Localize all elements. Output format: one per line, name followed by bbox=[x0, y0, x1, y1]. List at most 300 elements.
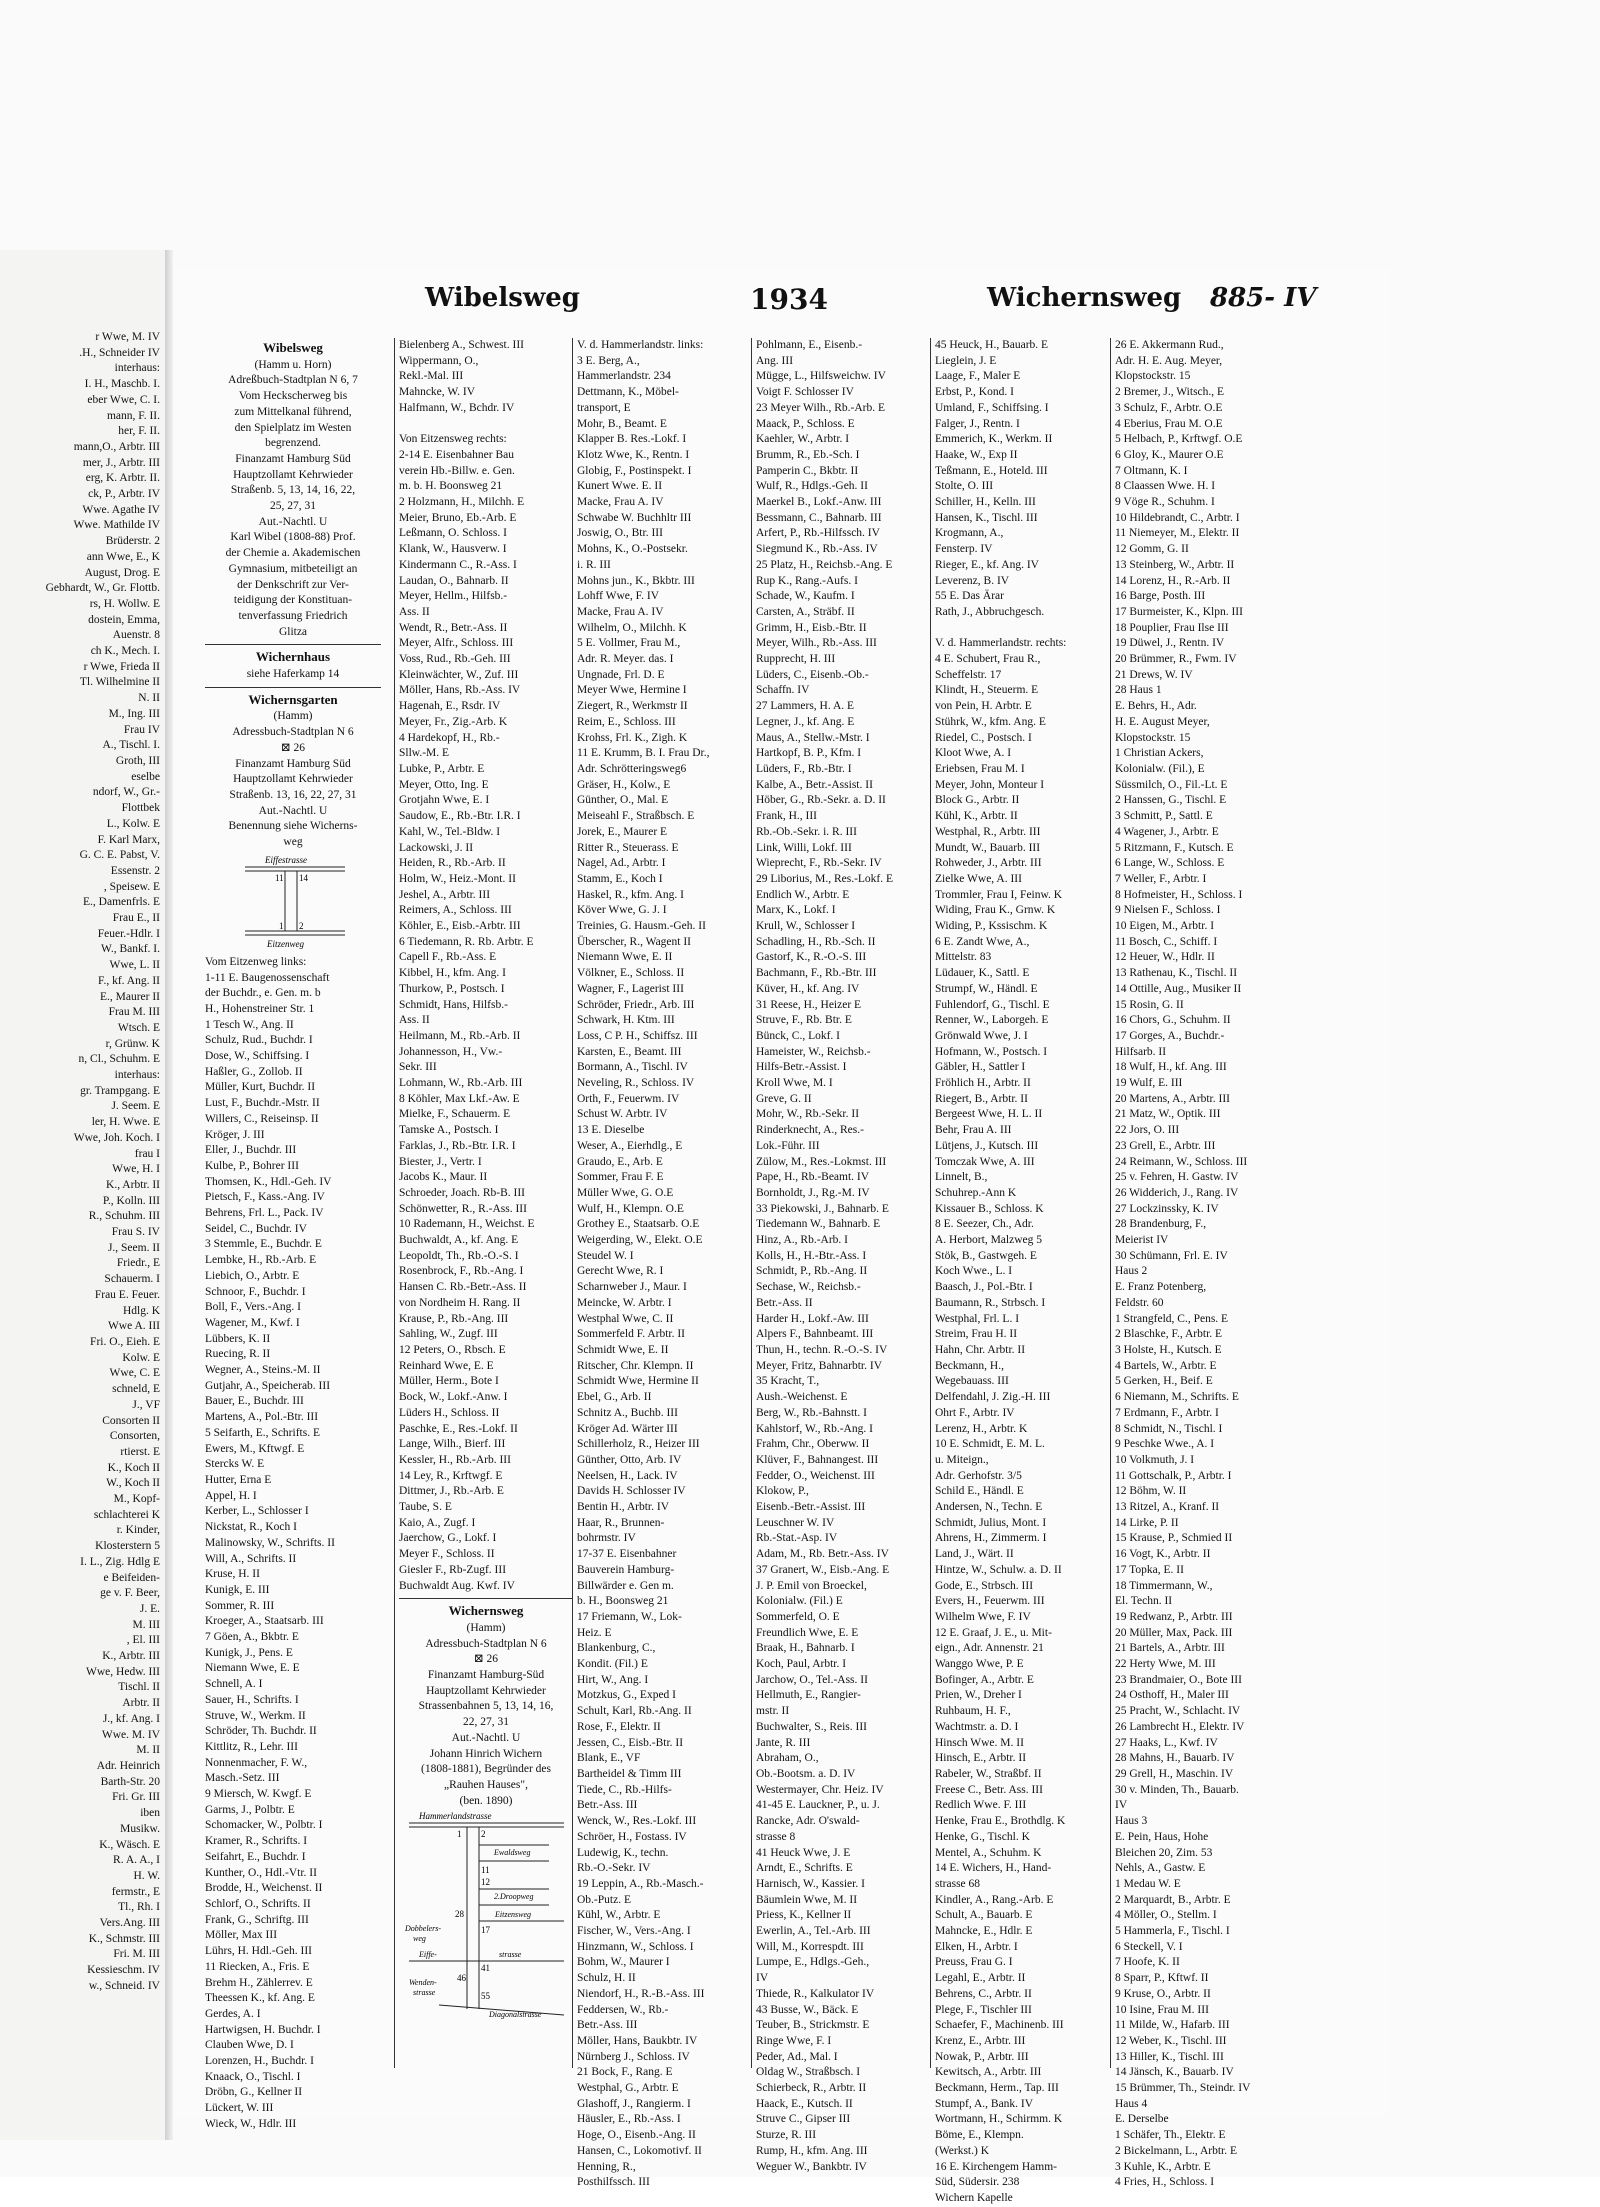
left-page-text bbox=[0, 330, 160, 2110]
directory-entry: Brehm H., Zählerrev. E bbox=[205, 1976, 313, 1989]
directory-entry: M., Ing. III bbox=[108, 707, 160, 720]
directory-entry: Consorten II bbox=[102, 1414, 160, 1427]
directory-entry: Betr.-Ass. II bbox=[756, 1296, 813, 1309]
directory-entry: Davids H. Schlosser IV bbox=[577, 1485, 686, 1498]
directory-entry: Lumpe, E., Hdlgs.-Geh., bbox=[756, 1956, 870, 1969]
directory-entry: Mohr, W., Rb.-Sekr. II bbox=[756, 1108, 860, 1121]
directory-entry: Rump, H., kfm. Ang. III bbox=[756, 2144, 868, 2157]
directory-entry: Behrens, Frl. L., Pack. IV bbox=[205, 1207, 324, 1220]
directory-entry: K., Arbtr. II bbox=[106, 1178, 160, 1191]
minimap-num-11: 11 bbox=[275, 872, 284, 883]
directory-entry: Baumann, R., Strbsch. I bbox=[935, 1296, 1046, 1309]
directory-entry: Land, J., Wärt. II bbox=[935, 1548, 1014, 1561]
directory-entry: 30 v. Minden, Th., Bauarb. bbox=[1115, 1783, 1239, 1796]
directory-entry: Tiede, C., Rb.-Hilfs- bbox=[577, 1783, 672, 1796]
directory-entry: Benennung siehe Wicherns- bbox=[228, 820, 358, 833]
directory-entry: Schroeder, Joach. Rb-B. III bbox=[399, 1186, 526, 1199]
directory-entry: Will, M., Korrespdt. III bbox=[756, 1940, 864, 1953]
directory-entry: Braak, H., Bahnarb. I bbox=[756, 1642, 855, 1655]
header-street-right: Wichernsweg bbox=[987, 283, 1182, 313]
directory-entry: 27 Lammers, H. A. E bbox=[756, 700, 855, 713]
directory-entry: Lüders, C., Eisenb.-Ob.- bbox=[756, 668, 869, 681]
directory-entry: E. Behrs, H., Adr. bbox=[1115, 700, 1197, 713]
directory-entry: Adr. Schrötteringsweg6 bbox=[577, 762, 687, 775]
directory-entry: interhaus: bbox=[114, 1069, 160, 1082]
directory-entry: Lohmann, W., Rb.-Arb. III bbox=[399, 1077, 523, 1090]
directory-entry: Pohlmann, E., Eisenb.- bbox=[756, 339, 863, 351]
page-header bbox=[195, 283, 1365, 323]
directory-entry: Klindt, H., Steuerm. E bbox=[935, 684, 1039, 697]
directory-entry: Klopstockstr. 15 bbox=[1115, 370, 1191, 383]
directory-entry: Bielenberg A., Schwest. III bbox=[399, 339, 524, 351]
directory-entry: 10 E. Schmidt, E. M. L. bbox=[935, 1438, 1045, 1451]
directory-entry: r Wwe, M. IV bbox=[95, 331, 160, 343]
directory-entry: Bock, W., Lokf.-Anw. I bbox=[399, 1391, 508, 1404]
directory-entry: schlachterei K bbox=[93, 1508, 160, 1521]
directory-entry: 4 Wagener, J., Arbtr. E bbox=[1115, 825, 1219, 838]
directory-entry: Rb.-O.-Sekr. IV bbox=[577, 1862, 651, 1875]
directory-entry: Dose, W., Schiffsing. I bbox=[205, 1050, 310, 1063]
directory-entry: 2 Hanssen, G., Tischl. E bbox=[1115, 794, 1227, 807]
directory-entry: Beckmann, H., bbox=[935, 1359, 1004, 1372]
directory-entry: Nürnberg J., Schloss. IV bbox=[577, 2050, 690, 2063]
directory-entry: Mahncke, E., Hdlr. E bbox=[935, 1925, 1033, 1938]
directory-entry: Bofinger, A., Arbtr. E bbox=[935, 1673, 1034, 1686]
directory-entry: Streim, Frau H. II bbox=[935, 1328, 1018, 1341]
directory-entry: Wwe, C. E bbox=[109, 1367, 160, 1380]
directory-entry: Ebel, G., Arb. II bbox=[577, 1391, 652, 1404]
directory-entry: Theessen K., kf. Ang. E bbox=[205, 1992, 315, 2005]
directory-entry: teidigung der Konstituan- bbox=[233, 594, 353, 607]
directory-entry: Knaack, O., Tischl. I bbox=[205, 2070, 301, 2083]
directory-entry: Schaefer, F., Machinenb. III bbox=[935, 2019, 1064, 2032]
directory-entry: Schmidt, Julius, Mont. I bbox=[935, 1516, 1047, 1529]
directory-entry: August, Drog. E bbox=[84, 566, 160, 579]
directory-entry: Block G., Arbtr. II bbox=[935, 794, 1020, 807]
directory-entry: 17 Topka, E. II bbox=[1115, 1563, 1184, 1576]
directory-entry: J. Seem. E bbox=[111, 1100, 160, 1113]
directory-entry: N. II bbox=[138, 692, 160, 705]
directory-entry: bohrmstr. IV bbox=[577, 1532, 636, 1545]
directory-entry: Westermayer, Chr. Heiz. IV bbox=[756, 1783, 884, 1796]
directory-entry: Zülow, M., Res.-Lokmst. III bbox=[756, 1155, 887, 1168]
directory-entry: 16 Barge, Posth. III bbox=[1115, 590, 1206, 603]
directory-entry: Fröhlich H., Arbtr. II bbox=[935, 1077, 1031, 1090]
directory-entry: Ziegert, R., Werkmstr II bbox=[577, 700, 688, 713]
directory-entry: Rosenbrock, F., Rb.-Ang. I bbox=[399, 1265, 524, 1278]
col6-entries bbox=[1115, 338, 1291, 2191]
directory-entry: Finanzamt Hamburg-Süd bbox=[427, 1669, 545, 1682]
directory-entry: Höber, G., Rb.-Sekr. a. D. II bbox=[756, 794, 886, 807]
map-dobbelersweg-2: weg bbox=[413, 1934, 426, 1944]
directory-entry: Linnelt, B., bbox=[935, 1171, 988, 1184]
directory-entry: Hoge, O., Eisenb.-Ang. II bbox=[577, 2129, 696, 2142]
directory-entry: Bentin H., Arbtr. IV bbox=[577, 1501, 669, 1514]
directory-entry: 43 Busse, W., Bäck. E bbox=[756, 2003, 859, 2016]
directory-entry: 1 Christian Ackers, bbox=[1115, 747, 1204, 760]
directory-entry: Scheffelstr. 17 bbox=[935, 668, 1002, 681]
directory-entry: 26 E. Akkermann Rud., bbox=[1115, 339, 1224, 351]
directory-entry: Günther, O., Mal. E bbox=[577, 794, 669, 807]
directory-entry: Hartwigsen, H. Buchdr. I bbox=[205, 2023, 321, 2036]
directory-entry: Paschke, E., Res.-Lokf. II bbox=[399, 1422, 518, 1435]
directory-entry: Lohff Wwe, F. IV bbox=[577, 590, 660, 603]
directory-entry: 17 Gorges, A., Buchdr.- bbox=[1115, 1029, 1225, 1042]
directory-entry: 4 Möller, O., Stellm. I bbox=[1115, 1909, 1217, 1922]
directory-entry: Stercks W. E bbox=[205, 1458, 265, 1471]
directory-entry: Hansen, K., Tischl. III bbox=[935, 511, 1038, 524]
directory-entry: Süssmilch, O., Fil.-Lt. E bbox=[1115, 778, 1228, 791]
directory-entry: Kolonialw. (Fil.), E bbox=[1115, 762, 1205, 775]
directory-entry: Will, A., Schrifts. II bbox=[205, 1552, 297, 1565]
directory-entry: 8 Hofmeister, H., Schloss. I bbox=[1115, 888, 1243, 901]
directory-entry: A., Tischl. I. bbox=[102, 739, 160, 752]
map-eiffe: Eiffe- bbox=[419, 1950, 437, 1960]
directory-entry: Plege, F., Tischler III bbox=[935, 2003, 1032, 2016]
directory-entry: Frahm, Chr., Oberww. II bbox=[756, 1438, 870, 1451]
directory-entry: Kloot Wwe, A. I bbox=[935, 747, 1012, 760]
directory-entry: Sommer, Frau F. E bbox=[577, 1171, 664, 1184]
directory-entry: 8 Köhler, Max Lkf.-Aw. E bbox=[399, 1092, 520, 1105]
directory-entry: (Hamm) bbox=[466, 1621, 506, 1634]
directory-entry: Lange, Wilh., Bierf. III bbox=[399, 1438, 506, 1451]
directory-entry: 1 Tesch W., Ang. II bbox=[205, 1018, 294, 1031]
directory-entry: Fedder, O., Weichenst. III bbox=[756, 1469, 875, 1482]
directory-entry: 2-14 E. Eisenbahner Bau bbox=[399, 448, 514, 461]
directory-entry: Buchwaldt, A., kf. Ang. E bbox=[399, 1234, 519, 1247]
column-4 bbox=[751, 338, 931, 2173]
directory-entry: Haus 3 bbox=[1115, 1815, 1148, 1828]
directory-entry: Wagner, F., Lagerist III bbox=[577, 982, 684, 995]
map-hammerlandstrasse: Hammerlandstrasse bbox=[419, 1811, 492, 1822]
directory-entry: Gräser, H., Kolw., E bbox=[577, 778, 671, 791]
directory-entry: E., Maurer II bbox=[99, 990, 160, 1003]
directory-entry: Thurkow, P., Postsch. I bbox=[399, 982, 505, 995]
directory-entry: Adr. Gerhofstr. 3/5 bbox=[935, 1469, 1022, 1482]
directory-entry: Süd, Südersir. 238 bbox=[935, 2176, 1020, 2189]
directory-entry: 6 E. Zandt Wwe, A., bbox=[935, 935, 1030, 948]
directory-entry: Dittmer, J., Rb.-Arb. E bbox=[399, 1485, 504, 1498]
directory-entry: J., VF bbox=[132, 1398, 160, 1411]
directory-entry: Jante, R. III bbox=[756, 1736, 811, 1749]
directory-entry: 4 E. Schubert, Frau R., bbox=[935, 653, 1041, 666]
directory-entry: 26 Widderich, J., Rang. IV bbox=[1115, 1186, 1239, 1199]
directory-entry: Alpers F., Bahnbeamt. III bbox=[756, 1328, 874, 1341]
directory-entry: Maerkel B., Lokf.-Anw. III bbox=[756, 496, 882, 509]
directory-entry: Meyer, Fr., Zig.-Arb. K bbox=[399, 715, 508, 728]
directory-entry: Riegert, B., Arbtr. II bbox=[935, 1092, 1028, 1105]
directory-entry: 55 E. Das Ärar bbox=[935, 590, 1004, 603]
directory-entry: Seidel, C., Buchdr. IV bbox=[205, 1222, 307, 1235]
directory-entry: Hinz, A., Rb.-Arb. I bbox=[756, 1234, 848, 1247]
directory-entry: Adr. Heinrich bbox=[96, 1759, 160, 1772]
col5-entries bbox=[935, 338, 1111, 2207]
directory-entry: Meyer F., Schloss. II bbox=[399, 1548, 495, 1561]
directory-entry: Arndt, E., Schrifts. E bbox=[756, 1862, 853, 1875]
directory-entry: Feuer.-Hdlr. I bbox=[97, 927, 160, 940]
directory-entry: L., Kolw. E bbox=[106, 817, 160, 830]
directory-entry: Bachmann, F., Rb.-Btr. III bbox=[756, 967, 877, 980]
directory-entry: Kühl, K., Arbtr. II bbox=[935, 810, 1018, 823]
directory-entry: Schult, A., Bauarb. E bbox=[935, 1909, 1033, 1922]
directory-entry: r. Kinder, bbox=[116, 1524, 160, 1537]
directory-entry: Feldstr. 60 bbox=[1115, 1296, 1164, 1309]
directory-entry: Niemann Wwe, E. E bbox=[205, 1662, 300, 1675]
directory-entry: Jessen, C., Eisb.-Btr. II bbox=[577, 1736, 684, 1749]
directory-entry: Kewitsch, A., Arbtr. III bbox=[935, 2066, 1042, 2079]
directory-entry: Rb.-Stat.-Asp. IV bbox=[756, 1532, 838, 1545]
directory-entry: r, Grünw. K bbox=[105, 1037, 160, 1050]
directory-entry: Hintze, W., Schulw. a. D. II bbox=[935, 1563, 1062, 1576]
directory-entry: Schomacker, W., Polbtr. I bbox=[205, 1819, 323, 1832]
directory-entry: Gastorf, K., R.-O.-S. III bbox=[756, 951, 867, 964]
directory-entry: fermstr., E bbox=[111, 1885, 160, 1898]
directory-entry: Lüders H., Schloss. II bbox=[399, 1406, 500, 1419]
directory-entry: Loss, C P. H., Schiffsz. III bbox=[577, 1029, 698, 1042]
directory-entry: Maus, A., Stellw.-Mstr. I bbox=[756, 731, 870, 744]
directory-entry: 5 Seifarth, E., Schrifts. E bbox=[205, 1426, 320, 1439]
directory-entry: 13 E. Dieselbe bbox=[577, 1124, 645, 1137]
directory-entry: Küver, H., kf. Ang. IV bbox=[756, 982, 860, 995]
directory-entry: von Nordheim H. Rang. II bbox=[399, 1296, 521, 1309]
directory-entry: 8 Schmidt, N., Tischl. I bbox=[1115, 1422, 1223, 1435]
directory-entry: Preuss, Frau G. I bbox=[935, 1956, 1013, 1969]
directory-entry: 23 Grell, E., Arbtr. III bbox=[1115, 1139, 1216, 1152]
directory-entry: Glitza bbox=[278, 625, 308, 638]
directory-entry: Stolte, O. III bbox=[935, 480, 994, 493]
directory-entry: Schwark, H. Ktm. III bbox=[577, 1014, 675, 1027]
directory-entry: Ang. III bbox=[756, 354, 794, 367]
directory-entry: 12 Weber, K., Tischl. III bbox=[1115, 2034, 1227, 2047]
directory-entry: Hilfsarb. II bbox=[1115, 1045, 1167, 1058]
directory-entry: 9 Peschke Wwe., A. I bbox=[1115, 1438, 1215, 1451]
directory-entry: Ringe Wwe, F. I bbox=[756, 2034, 832, 2047]
directory-entry: 1-11 E. Baugenossenschaft bbox=[205, 971, 330, 984]
directory-entry: W., Koch II bbox=[106, 1477, 160, 1490]
directory-entry: Berg, W., Rb.-Bahnstt. I bbox=[756, 1406, 867, 1419]
directory-entry: m. b. H. Boonsweg 21 bbox=[399, 480, 503, 493]
directory-entry: Klüver, F., Bahnangest. III bbox=[756, 1453, 879, 1466]
directory-entry: Hinzmann, W., Schloss. I bbox=[577, 1940, 694, 1953]
directory-entry: Schwabe W. Buchhltr III bbox=[577, 511, 692, 524]
directory-entry: gr. Trampgang. E bbox=[80, 1084, 160, 1097]
directory-entry: Gymnasium, mitbeteiligt an bbox=[228, 562, 358, 575]
directory-entry: Freese C., Betr. Ass. III bbox=[935, 1783, 1043, 1796]
directory-entry: 6 Niemann, M., Schrifts. E bbox=[1115, 1391, 1239, 1404]
column-5 bbox=[930, 338, 1111, 2204]
directory-entry: Rekl.-Mal. III bbox=[399, 370, 464, 383]
directory-entry: IV bbox=[756, 1972, 769, 1985]
directory-entry: 28 Haus 1 bbox=[1115, 684, 1162, 697]
directory-entry: begrenzend. bbox=[265, 437, 321, 450]
directory-entry: erg, K. Arbtr. II. bbox=[85, 472, 160, 485]
directory-entry: I. L., Zig. Hdlg E bbox=[80, 1555, 160, 1568]
directory-entry: Macke, Frau A. IV bbox=[577, 605, 664, 618]
directory-entry: V. d. Hammerlandstr. rechts: bbox=[935, 637, 1067, 650]
directory-entry: Bornholdt, J., Rg.-M. IV bbox=[756, 1186, 870, 1199]
directory-entry: ⊠ 26 bbox=[280, 741, 305, 754]
map-num: 55 bbox=[481, 1991, 490, 2002]
directory-entry: Wichern Kapelle bbox=[935, 2191, 1013, 2204]
column-3 bbox=[572, 338, 752, 2189]
directory-entry: Mittelstr. 83 bbox=[935, 951, 992, 964]
directory-entry: Hofmann, W., Postsch. I bbox=[935, 1045, 1048, 1058]
directory-entry: Struve C., Gipser III bbox=[756, 2113, 851, 2126]
directory-entry: Rb.-Ob.-Sekr. i. R. III bbox=[756, 825, 857, 838]
map-eitzensweg: Eitzensweg bbox=[495, 1910, 531, 1920]
directory-entry: Lubke, P., Arbtr. E bbox=[399, 762, 485, 775]
directory-entry: M. III bbox=[132, 1618, 160, 1631]
directory-entry: mann, F. II. bbox=[106, 409, 160, 422]
directory-entry: Baasch, J., Pol.-Btr. I bbox=[935, 1281, 1033, 1294]
directory-entry: Joswig, O., Btr. III bbox=[577, 527, 663, 540]
directory-entry: Capell F., Rb.-Ass. E bbox=[399, 951, 497, 964]
directory-entry: Johannesson, H., Vw.- bbox=[399, 1045, 503, 1058]
directory-entry: Siegmund K., Rb.-Ass. IV bbox=[756, 543, 878, 556]
directory-entry: 17-37 E. Eisenbahner bbox=[577, 1548, 677, 1561]
directory-entry: mstr. II bbox=[756, 1705, 790, 1718]
directory-entry: Wulf, H., Klempn. O.E bbox=[577, 1202, 684, 1215]
directory-entry: 3 Kuhle, K., Arbtr. E bbox=[1115, 2160, 1211, 2173]
directory-entry: Schade, W., Kaufm. I bbox=[756, 590, 855, 603]
directory-entry: Haake, W., Exp II bbox=[935, 448, 1018, 461]
directory-entry: Gerecht Wwe, R. I bbox=[577, 1265, 664, 1278]
directory-entry: Adressbuch-Stadtplan N 6 bbox=[425, 1637, 547, 1650]
directory-entry: Meierist IV bbox=[1115, 1234, 1169, 1247]
directory-entry: Schmidt Wwe, E. II bbox=[577, 1344, 669, 1356]
directory-entry: Adressbuch-Stadtplan N 6 bbox=[232, 726, 354, 739]
directory-entry: Sauer, H., Schrifts. I bbox=[205, 1693, 299, 1706]
directory-entry: Macke, Frau A. IV bbox=[577, 496, 664, 509]
section-title-wibelsweg: Wibelsweg bbox=[263, 340, 323, 355]
directory-entry: Weigerding, W., Elekt. O.E bbox=[577, 1234, 703, 1247]
directory-entry: Bauverein Hamburg- bbox=[577, 1563, 675, 1576]
directory-entry: P., Kolln. III bbox=[102, 1194, 160, 1207]
directory-entry: 22 Jors, O. III bbox=[1115, 1124, 1180, 1137]
directory-entry: 20 Müller, Max, Pack. III bbox=[1115, 1626, 1233, 1639]
directory-entry: Struve, W., Werkm. II bbox=[205, 1709, 306, 1722]
directory-entry: 10 Hildebrandt, C., Arbtr. I bbox=[1115, 511, 1240, 524]
directory-entry: Aut.-Nachtl. U bbox=[451, 1731, 521, 1744]
directory-entry: Jacobs K., Maur. II bbox=[399, 1171, 488, 1184]
directory-entry: 13 Hiller, K., Tischl. III bbox=[1115, 2050, 1224, 2063]
directory-entry: Hansen C. Rb.-Betr.-Ass. II bbox=[399, 1281, 527, 1294]
directory-entry: Arfert, P., Rb.-Hilfssch. IV bbox=[756, 527, 880, 540]
directory-entry: 15 Brümmer, Th., Steindr. IV bbox=[1115, 2082, 1251, 2095]
directory-entry: Haßler, G., Zollob. II bbox=[205, 1065, 303, 1078]
directory-entry: eign., Adr. Annenstr. 21 bbox=[935, 1642, 1044, 1655]
directory-entry: Blankenburg, C., bbox=[577, 1642, 656, 1655]
directory-entry: 25 Platz, H., Reichsb.-Ang. E bbox=[756, 558, 893, 571]
directory-entry: M. II bbox=[136, 1744, 160, 1757]
directory-entry: Klokow, P., bbox=[756, 1485, 809, 1498]
directory-entry: 3 Holste, H., Kutsch. E bbox=[1115, 1344, 1222, 1356]
directory-entry: Hansen, C., Lokomotivf. II bbox=[577, 2144, 702, 2157]
directory-entry: Behrens, C., Arbtr. II bbox=[935, 1987, 1032, 2000]
directory-entry: 11 Milde, W., Hafarb. III bbox=[1115, 2019, 1230, 2032]
directory-entry: 3 Schulz, F., Arbtr. O.E bbox=[1115, 401, 1223, 414]
directory-entry: Aut.-Nachtl. U bbox=[258, 515, 328, 528]
directory-entry: Thiede, R., Kalkulator IV bbox=[756, 1987, 875, 2000]
directory-entry: Freundlich Wwe, E. E bbox=[756, 1626, 859, 1639]
directory-entry: 21 Matz, W., Optik. III bbox=[1115, 1108, 1221, 1121]
directory-entry: 14 Lirke, P. II bbox=[1115, 1516, 1179, 1529]
directory-entry: der Denkschrift zur Ver- bbox=[237, 578, 349, 591]
directory-entry: Strassenbahnen 5, 13, 14, 16, bbox=[418, 1700, 554, 1713]
directory-entry: Zielke Wwe, A. III bbox=[935, 872, 1022, 885]
directory-entry: Möller, Hans, Rb.-Ass. IV bbox=[399, 684, 521, 697]
directory-entry: Haus 2 bbox=[1115, 1265, 1148, 1278]
directory-entry: 21 Bock, F., Rang. E bbox=[577, 2066, 673, 2079]
directory-entry: Brodde, H., Weichenst. II bbox=[205, 1882, 323, 1895]
directory-entry: E., Damenfrls. E bbox=[83, 896, 160, 909]
directory-entry: Lieglein, J. E bbox=[935, 354, 997, 367]
directory-entry: Laudan, O., Bahnarb. II bbox=[399, 574, 509, 587]
directory-entry: den Spielplatz im Westen bbox=[234, 421, 352, 434]
directory-entry: Trommler, Frau I, Feinw. K bbox=[935, 888, 1063, 901]
directory-entry: Beckmann, Herm., Tap. III bbox=[935, 2082, 1059, 2095]
column-2 bbox=[394, 338, 573, 2068]
directory-entry: K., Koch II bbox=[107, 1461, 160, 1474]
directory-entry: Mundt, W., Bauarb. III bbox=[935, 841, 1041, 854]
directory-entry: Weser, A., Eierhdlg., E bbox=[577, 1139, 683, 1152]
directory-entry: Meyer, Otto, Ing. E bbox=[399, 778, 489, 791]
directory-entry: Pamperin C., Bkbtr. II bbox=[756, 464, 859, 477]
directory-entry bbox=[935, 621, 1111, 637]
directory-entry: Hilfs-Betr.-Assist. I bbox=[756, 1061, 847, 1074]
column-1 bbox=[205, 338, 381, 2130]
directory-entry: 37 Granert, W., Eisb.-Ang. E bbox=[756, 1563, 890, 1576]
directory-entry: 16 Vogt, K., Arbtr. II bbox=[1115, 1548, 1211, 1561]
directory-entry: 16 E. Kirchengem Hamm- bbox=[935, 2160, 1057, 2173]
directory-entry: Kolw. E bbox=[122, 1351, 160, 1364]
directory-entry: Vom Heckscherweg bis bbox=[238, 390, 348, 403]
directory-entry: Kunert Wwe. E. II bbox=[577, 480, 663, 493]
directory-entry: Rup K., Rang.-Aufs. I bbox=[756, 574, 858, 587]
directory-entry: mann,O., Arbtr. III bbox=[73, 440, 160, 453]
directory-entry: 9 Kruse, O., Arbtr. II bbox=[1115, 1987, 1211, 2000]
directory-entry: 25 v. Fehren, H. Gastw. IV bbox=[1115, 1171, 1239, 1184]
directory-entry: Gäbler, H., Sattler I bbox=[935, 1061, 1026, 1074]
directory-entry: 7 Göen, A., Bkbtr. E bbox=[205, 1631, 299, 1644]
directory-entry: Ruecing, R. II bbox=[205, 1348, 271, 1361]
directory-entry: K., Arbtr. III bbox=[102, 1650, 160, 1663]
directory-entry: 12 Böhm, W. II bbox=[1115, 1485, 1187, 1498]
directory-entry: Schierbeck, R., Arbtr. II bbox=[756, 2082, 867, 2095]
directory-entry: 5 Helbach, P., Krftwgf. O.E bbox=[1115, 433, 1243, 446]
directory-entry: Schmidt, Hans, Hilfsb.- bbox=[399, 998, 508, 1011]
directory-entry: Mohns jun., K., Bkbtr. III bbox=[577, 574, 695, 587]
directory-entry: 4 Hardekopf, H., Rb.- bbox=[399, 731, 500, 744]
header-year: 1934 bbox=[750, 283, 828, 316]
directory-entry: Betr.-Ass. III bbox=[577, 2019, 638, 2032]
directory-entry: Martens, A., Pol.-Btr. III bbox=[205, 1411, 319, 1424]
directory-entry: Kunigk, J., Pens. E bbox=[205, 1646, 293, 1659]
directory-entry: Emmerich, K., Werkm. II bbox=[935, 433, 1053, 446]
directory-entry: Malinowsky, W., Schrifts. II bbox=[205, 1536, 335, 1549]
directory-entry: Tamske A., Postsch. I bbox=[399, 1124, 499, 1137]
directory-entry: Kolls, H., H.-Btr.-Ass. I bbox=[756, 1249, 867, 1262]
directory-entry: Legahl, E., Arbtr. II bbox=[935, 1972, 1026, 1985]
directory-entry: Kunigk, E. III bbox=[205, 1583, 270, 1596]
directory-entry: Adr. R. Meyer. das. I bbox=[577, 653, 674, 666]
directory-entry: Kalbe, A., Betr.-Assist. II bbox=[756, 778, 873, 791]
directory-entry: 11 Niemeyer, M., Elektr. II bbox=[1115, 527, 1240, 540]
directory-entry: Stamm, E., Koch I bbox=[577, 872, 663, 885]
wichernsgarten-intro bbox=[205, 709, 381, 850]
map-ewaldsweg: Ewaldsweg bbox=[494, 1848, 531, 1858]
directory-entry: Köver Wwe, G. J. I bbox=[577, 904, 667, 917]
